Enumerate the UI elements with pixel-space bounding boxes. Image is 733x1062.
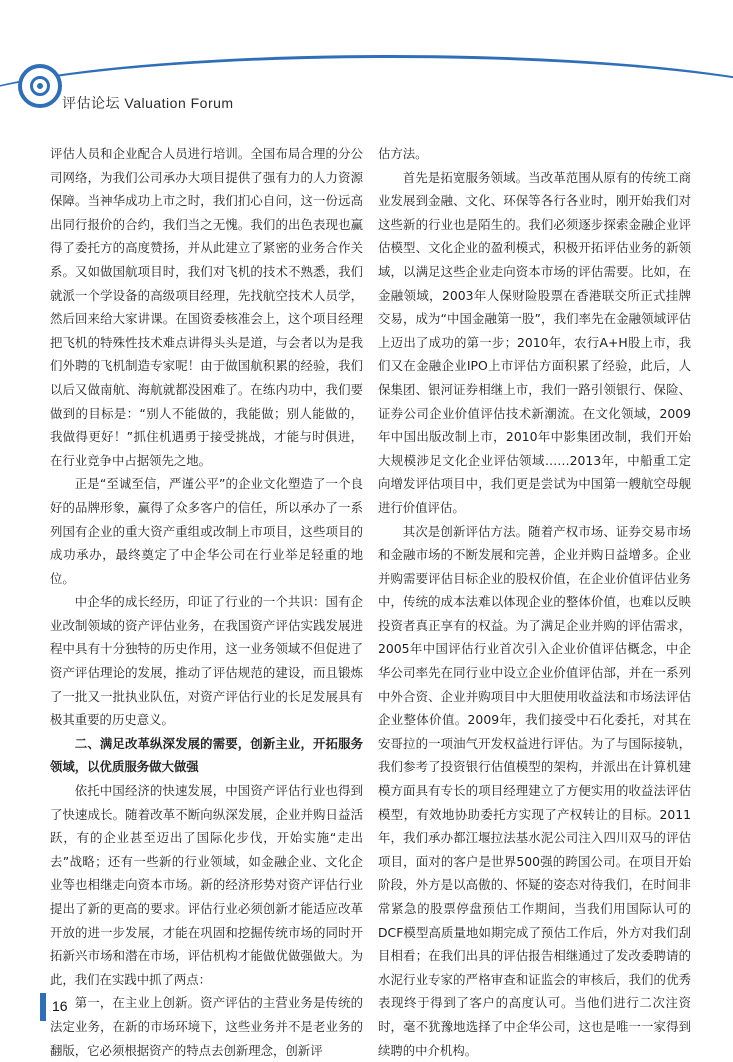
company-logo-icon [18, 64, 62, 108]
paragraph: 评估人员和企业配合人员进行培训。全国布局合理的分公司网络，为我们公司承办大项目提供了强有力的人力资源保障。当神华成功上市之时，我们扪心自问，这一份远高出同行报价的合约，我们当之无愧。我们的出色表现也赢得了委托方的高度赞扬，并从此建立了紧密的业务合作关系。又如做国航项目时，我们对飞机的技术不熟悉，我们就派一个学设备的高级项目经理，先找航空技术人员学，然后回来给大家讲课。在国资委核准会上，这个项目经理把飞机的特殊性技术难点讲得头头是道，与会者以为是我们外聘的飞机制造专家呢！由于做国航积累的经验，我们以后又做南航、海航就都没困难了。在练内功中，我们要做到的目标是：“别人不能做的，我能做；别人能做的，我做得更好！”抓住机遇勇于接受挑战，才能与时俱进，在行业竞争中占据领先之地。 [50, 142, 363, 472]
page-header [0, 0, 733, 120]
paragraph: 正是“至诚至信，严谨公平”的企业文化塑造了一个良好的品牌形象，赢得了众多客户的信任，所以承办了一系列国有企业的重大资产重组或改制上市项目，这些项目的成功承办，最终奠定了中企华公司在行业举足轻重的地位。 [50, 472, 363, 590]
page-number-bar [40, 993, 46, 1021]
logo-center-dot [37, 83, 43, 89]
paragraph: 依托中国经济的快速发展，中国资产评估行业也得到了快速成长。随着改革不断向纵深发展，企业并购日益活跃，有的企业甚至迈出了国际化步伐，开始实施“走出去”战略；还有一些新的行业领域，如金融企业、文化企业等也相继走向资本市场。新的经济形势对资产评估行业提出了新的更高的要求。评估行业必须创新才能适应改革开放的进一步发展，才能在巩固和挖掘传统市场的同时开拓新兴市场和潜在市场，评估机构才能做优做强做大。为此，我们在实践中抓了两点： [50, 779, 363, 991]
section-title: 评估论坛 Valuation Forum [62, 93, 234, 113]
paragraph: 第一，在主业上创新。资产评估的主营业务是传统的法定业务，在新的市场环境下，这些业务并不是老业务的翻版，它必须根据资产的特点去创新理念，创新评 [50, 991, 363, 1062]
right-column [378, 142, 691, 1062]
section-heading: 二、满足改革纵深发展的需要，创新主业，开拓服务领域，以优质服务做大做强 [50, 732, 363, 779]
paragraph: 首先是拓宽服务领域。当改革范围从原有的传统工商业发展到金融、文化、环保等各行各业时，刚开始我们对这些新的行业也是陌生的。我们必须逐步探索金融企业评估模型、文化企业的盈利模式，积极开拓评估业务的新领域，以满足这些企业走向资本市场的评估需要。比如，在金融领域，2003年人保财险股票在香港联交所正式挂牌交易，成为“中国金融第一股”，我们率先在金融领域评估上迈出了成功的第一步；2010年，农行A+H股上市，我们又在金融企业IPO上市评估方面积累了经验，此后，人保集团、银河证券相继上市，我们一路引领银行、保险、证券公司企业价值评估技术新潮流。在文化领域，2009年中国出版改制上市，2010年中影集团改制，我们开始大规模涉足文化企业评估领域……2013年，中船重工定向增发评估项目中，我们更是尝试为中国第一艘航空母舰进行价值评估。 [378, 166, 691, 520]
paragraph: 估方法。 [378, 142, 691, 166]
paragraph: 中企华的成长经历，印证了行业的一个共识：国有企业改制领域的资产评估业务，在我国资产评估实践发展进程中具有十分独特的历史作用，这一业务领域不但促进了资产评估理论的发展，推动了评估规范的建设，而且锻炼了一批又一批执业队伍，对资产评估行业的长足发展具有极其重要的历史意义。 [50, 590, 363, 732]
paragraph: 其次是创新评估方法。随着产权市场、证券交易市场和金融市场的不断发展和完善，企业并购日益增多。企业并购需要评估目标企业的股权价值，在企业价值评估业务中，传统的成本法难以体现企业的整体价值，也难以反映投资者真正享有的权益。为了满足企业并购的评估需求，2005年中国评估行业首次引入企业价值评估概念，中企华公司率先在同行业中设立企业价值评估部，并在一系列中外合资、企业并购项目中大胆使用收益法和市场法评估企业整体价值。2009年，我们接受中石化委托，对其在安哥拉的一项油气开发权益进行评估。为了与国际接轨，我们参考了投资银行估值模型的架构，并派出在计算机建模方面具有专长的项目经理建立了方便实用的收益法评估模型，有效地协助委托方实现了产权转让的目标。2011年，我们承办都江堰拉法基水泥公司注入四川双马的评估项目，面对的客户是世界500强的跨国公司。在项目开始阶段，外方是以高傲的、怀疑的姿态对待我们，在时间非常紧急的股票停盘预估工作期间，当我们用国际认可的DCF模型高质量地如期完成了预估工作后，外方对我们刮目相看；在我们出具的评估报告相继通过了发改委聘请的水泥行业专家的严格审查和证监会的审核后，我们的优秀表现终于得到了客户的高度认可。当他们进行二次注资时，毫不犹豫地选择了中企华公司，这也是唯一一家得到续聘的中介机构。 [378, 520, 691, 1062]
left-column [50, 142, 363, 1062]
page-number: 16 [52, 998, 68, 1014]
